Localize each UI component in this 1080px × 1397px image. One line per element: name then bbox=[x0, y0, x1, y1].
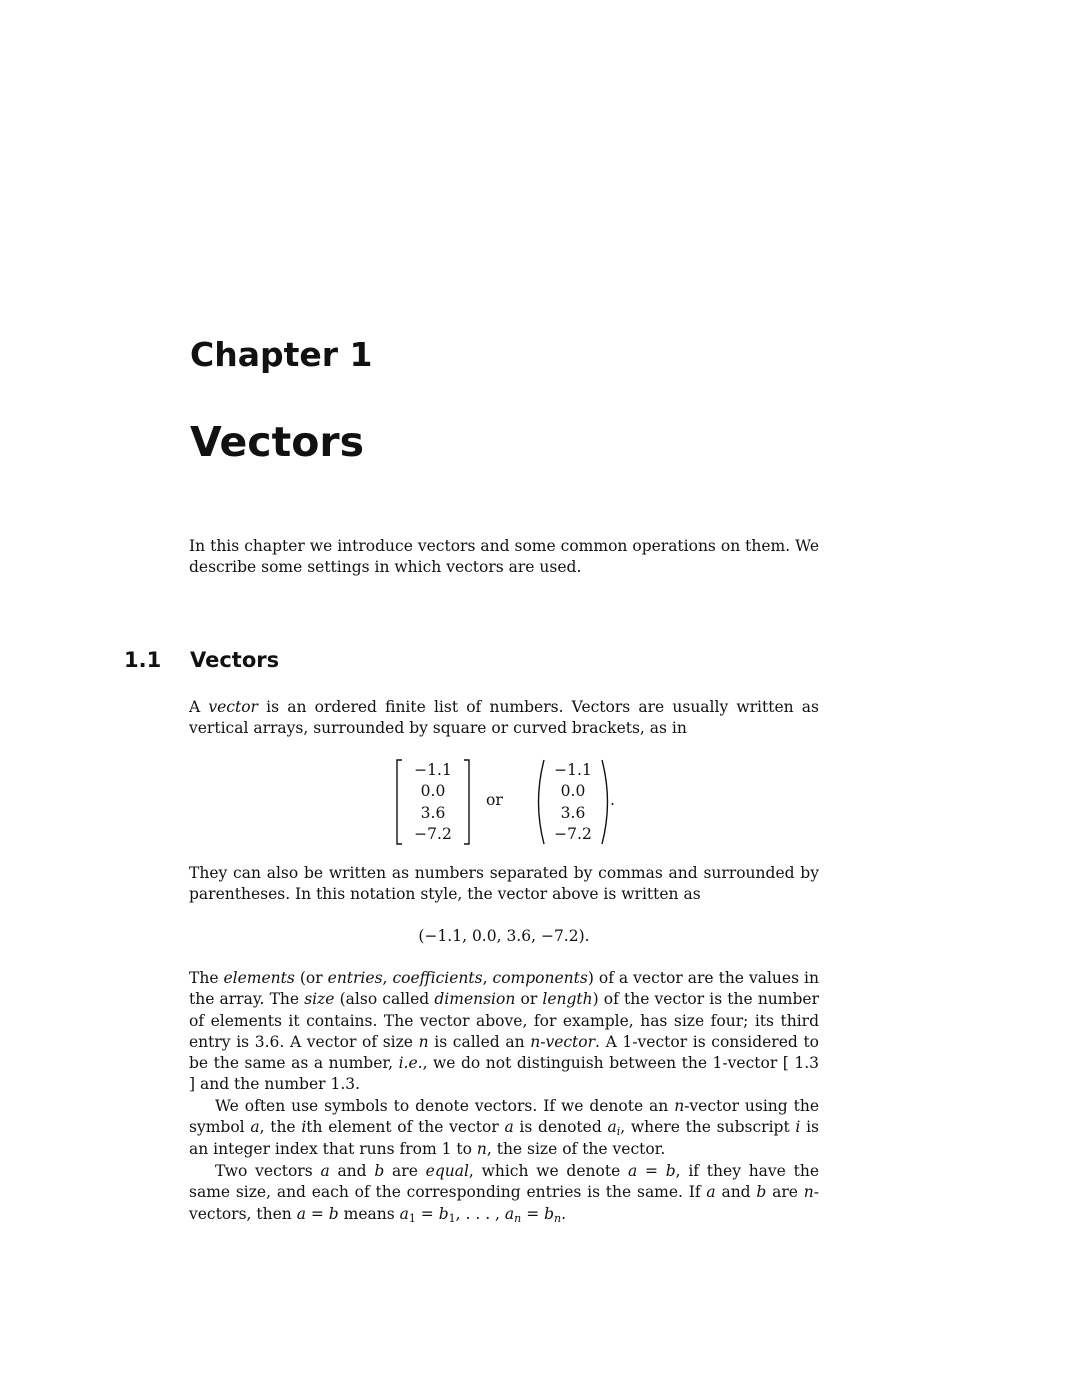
paragraph-comma-notation: They can also be written as numbers separated by commas and surrounded by parentheses. In this notation style, the vector above is written as bbox=[189, 864, 819, 904]
text-run: (also called bbox=[334, 990, 435, 1009]
square-bracket-vector bbox=[394, 758, 472, 846]
math-var: b bbox=[374, 1162, 385, 1180]
math-var: n bbox=[674, 1097, 685, 1115]
text-run: . A 1-vector is considered to be the same as a number, bbox=[189, 1032, 819, 1073]
math-subscript: 1 bbox=[448, 1211, 456, 1225]
or-word: or bbox=[486, 791, 503, 809]
vector-entry: −1.1 bbox=[414, 761, 452, 779]
math-expression: a = b bbox=[628, 1162, 676, 1180]
text-run: Two vectors bbox=[215, 1162, 321, 1180]
text-run: The bbox=[189, 969, 224, 987]
text-run: is called an bbox=[428, 1032, 531, 1051]
paragraph-equality bbox=[189, 1161, 819, 1225]
text-run: and bbox=[329, 1162, 375, 1180]
math-subscript: 1 bbox=[408, 1211, 416, 1225]
text-run: = bbox=[415, 1204, 439, 1223]
text-run: , which we denote bbox=[468, 1162, 628, 1180]
text-run: and bbox=[715, 1183, 757, 1202]
text-run: is denoted bbox=[513, 1118, 608, 1137]
term: coefficients bbox=[392, 969, 483, 987]
text-run: , . . . , bbox=[455, 1204, 505, 1223]
math-var: a bbox=[399, 1204, 409, 1223]
math-var: a bbox=[504, 1204, 515, 1223]
term: dimension bbox=[434, 990, 516, 1009]
text-run: -vectors, then bbox=[189, 1183, 819, 1223]
term-vector: vector bbox=[208, 698, 258, 716]
text-run: , we do not distinguish between the 1-vector [ 1.3 ] and the number 1.3. bbox=[189, 1054, 819, 1094]
text-run: are bbox=[384, 1162, 426, 1180]
vector-entry: 0.0 bbox=[420, 782, 446, 801]
math-var: i bbox=[301, 1118, 307, 1137]
text-run: ) of the vector is the number of elements it contains. The vector above, for example, has size four; its third entry is 3.6. A vector of size bbox=[189, 990, 819, 1051]
text-run: (or bbox=[294, 969, 328, 987]
math-var: a bbox=[320, 1162, 330, 1180]
text-run: is an ordered finite list of numbers. Vectors are usually written as vertical arrays, surrounded by square or curved brackets, as in bbox=[189, 698, 819, 738]
text-run: ) of a vector are the values in the array. The bbox=[189, 969, 819, 1009]
term: size bbox=[304, 990, 335, 1009]
vector-entry: −1.1 bbox=[554, 761, 592, 779]
text-run: means bbox=[338, 1204, 400, 1223]
math-var: b bbox=[756, 1183, 767, 1202]
text-run: , bbox=[482, 969, 493, 987]
text-run: , the size of the vector. bbox=[486, 1139, 666, 1158]
math-var: i bbox=[795, 1118, 801, 1137]
chapter-intro: In this chapter we introduce vectors and some common operations on them. We describe some settings in which vectors are used. bbox=[189, 537, 819, 577]
vector-entry: 3.6 bbox=[420, 803, 446, 822]
text-run: th element of the vector bbox=[306, 1118, 505, 1137]
text-run: We often use symbols to denote vectors. If we denote an bbox=[215, 1097, 675, 1115]
display-period: . bbox=[610, 791, 615, 809]
text-run: or bbox=[515, 990, 543, 1009]
vector-entry: 3.6 bbox=[560, 803, 586, 822]
paragraph-elements bbox=[189, 968, 819, 1096]
math-subscript: i bbox=[616, 1125, 621, 1139]
math-var: a bbox=[504, 1118, 514, 1137]
text-run: A bbox=[189, 698, 209, 716]
math-var: b bbox=[438, 1204, 449, 1223]
vector-entries bbox=[394, 760, 472, 845]
math-var: a bbox=[250, 1118, 260, 1137]
paren-vector bbox=[534, 758, 612, 846]
term: i.e. bbox=[398, 1054, 423, 1073]
text-run: , the bbox=[259, 1118, 302, 1137]
text-run: is an integer index that runs from 1 to bbox=[189, 1118, 819, 1158]
math-var: n bbox=[418, 1032, 429, 1051]
math-subscript: n bbox=[514, 1211, 522, 1225]
text-run: , if they have the same size, and each of the corresponding entries is the same. If bbox=[189, 1162, 819, 1202]
math-var: n bbox=[803, 1183, 814, 1202]
math-expression: a = b bbox=[296, 1204, 339, 1223]
term: length bbox=[542, 990, 593, 1009]
chapter-title: Vectors bbox=[190, 418, 364, 466]
math-subscript: n bbox=[554, 1211, 562, 1225]
text-run: . bbox=[561, 1204, 567, 1223]
text-run: = bbox=[521, 1204, 545, 1223]
text-run: -vector using the symbol bbox=[189, 1097, 819, 1137]
text-run: , bbox=[382, 969, 393, 987]
term: components bbox=[492, 969, 588, 987]
term: n-vector bbox=[530, 1032, 596, 1051]
vector-entry: −7.2 bbox=[554, 824, 592, 843]
vector-entry: 0.0 bbox=[560, 782, 586, 801]
text-run: are bbox=[766, 1183, 804, 1202]
vector-entries bbox=[534, 760, 612, 845]
vector-display bbox=[380, 758, 680, 848]
term: elements bbox=[223, 969, 295, 987]
text-run: , where the subscript bbox=[620, 1118, 796, 1137]
term: equal bbox=[425, 1162, 469, 1180]
paragraph-vector-definition bbox=[189, 697, 819, 740]
section-number: 1.1 bbox=[124, 648, 162, 672]
math-var: a bbox=[607, 1118, 617, 1137]
chapter-label: Chapter 1 bbox=[190, 335, 373, 374]
math-var: n bbox=[476, 1139, 487, 1158]
math-var: b bbox=[544, 1204, 555, 1223]
paragraph-symbols bbox=[189, 1096, 819, 1160]
display-equation: (−1.1, 0.0, 3.6, −7.2). bbox=[418, 927, 590, 945]
vector-entry: −7.2 bbox=[414, 824, 452, 843]
section-title: Vectors bbox=[190, 648, 280, 672]
term: entries bbox=[327, 969, 383, 987]
math-var: a bbox=[706, 1183, 716, 1202]
